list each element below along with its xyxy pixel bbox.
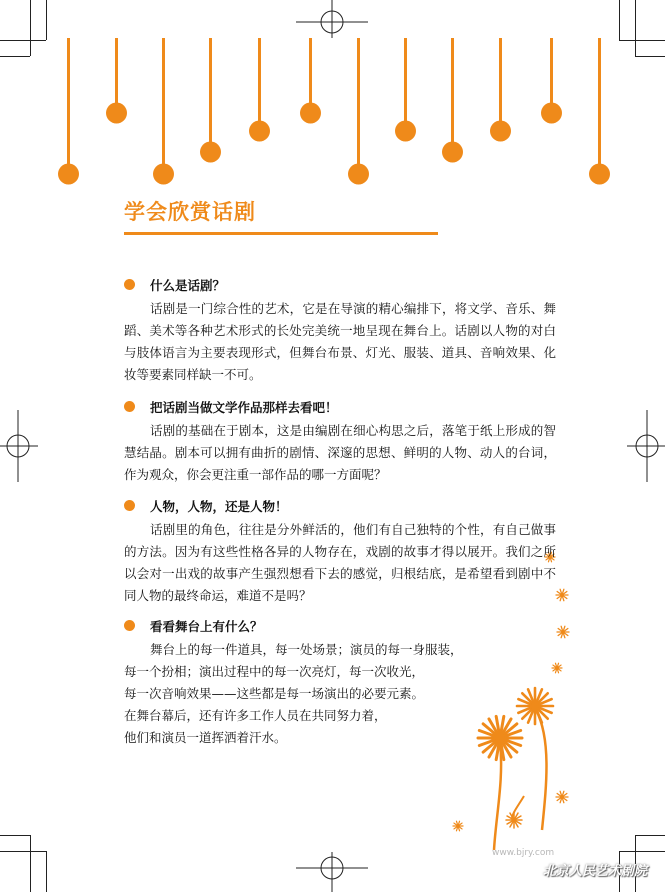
hanging-drops xyxy=(58,38,610,185)
section-on-stage xyxy=(124,617,504,749)
dandelion-flower xyxy=(557,626,569,637)
section-body xyxy=(124,639,504,749)
dandelion-flower xyxy=(552,663,562,673)
body-line: 每一个扮相；演出过程中的每一次亮灯，每一次收光， xyxy=(124,664,425,679)
section-heading: 看看舞台上有什么？ xyxy=(150,619,263,634)
section-heading: 什么是话剧？ xyxy=(150,278,226,293)
section-body: 话剧的基础在于剧本，这是由编剧在细心构思之后，落笔于纸上形成的智慧结晶。剧本可以拥有曲折的剧情、深邃的思想、鲜明的人物、动人的台词，作为观众，你会更注重一部作品的哪一方面呢？ xyxy=(124,423,556,482)
section-body: 话剧里的角色，往往是分外鲜活的，他们有自己独特的个性，有自己做事的方法。因为有这些性格各异的人物存在，戏剧的故事才得以展开。我们之所以会对一出戏的故事产生强烈想看下去的感觉，归根结底，是希望看到剧中不同人物的最终命运，难道不是吗？ xyxy=(124,522,556,603)
hanging-drop xyxy=(348,38,369,185)
dandelion-stem xyxy=(536,710,547,830)
hanging-drop xyxy=(541,38,562,124)
body-line: 舞台上的每一件道具，每一处场景；演员的每一身服装， xyxy=(150,642,463,657)
hanging-drop xyxy=(200,38,221,163)
hanging-drop xyxy=(395,38,416,142)
title-underline xyxy=(124,232,438,235)
watermark-url: www.bjry.com xyxy=(492,848,555,858)
body-line: 他们和演员一道挥洒着汗水。 xyxy=(124,730,287,745)
dandelion-flower xyxy=(517,688,553,724)
dandelion-flower xyxy=(453,821,463,831)
hanging-drop xyxy=(249,38,270,142)
bullet-icon xyxy=(124,279,135,290)
dandelion-flower xyxy=(556,791,568,802)
section-body: 话剧是一门综合性的艺术，它是在导演的精心编排下，将文学、音乐、舞蹈、美术等各种艺术形式的长处完美统一地呈现在舞台上。话剧以人物的对白与肢体语言为主要表现形式，但舞台布景、灯光、服装、道具、音响效果、化妆等要素同样缺一不可。 xyxy=(124,301,556,382)
theatre-signature: 北京人民艺术剧院 xyxy=(543,864,648,879)
section-heading: 把话剧当做文学作品那样去看吧！ xyxy=(150,400,338,415)
hanging-drop xyxy=(442,38,463,163)
body-line: 在舞台幕后，还有许多工作人员在共同努力着， xyxy=(124,708,387,723)
dandelion-flower xyxy=(506,812,522,828)
hanging-drop xyxy=(106,38,127,124)
bullet-icon xyxy=(124,620,135,631)
hanging-drop xyxy=(589,38,610,185)
hanging-drop xyxy=(153,38,174,185)
hanging-drop xyxy=(58,38,79,185)
bullet-icon xyxy=(124,500,135,511)
section-characters xyxy=(124,497,556,607)
section-as-literature xyxy=(124,398,556,486)
bullet-icon xyxy=(124,401,135,412)
body-line: 每一次音响效果——这些都是每一场演出的必要元素。 xyxy=(124,686,425,701)
hanging-drop xyxy=(490,38,511,142)
page-title: 学会欣赏话剧 xyxy=(124,200,256,224)
dandelion-flower xyxy=(556,589,568,600)
section-what-is-drama xyxy=(124,276,556,386)
section-heading: 人物，人物，还是人物！ xyxy=(150,499,288,514)
hanging-drop xyxy=(300,38,321,124)
